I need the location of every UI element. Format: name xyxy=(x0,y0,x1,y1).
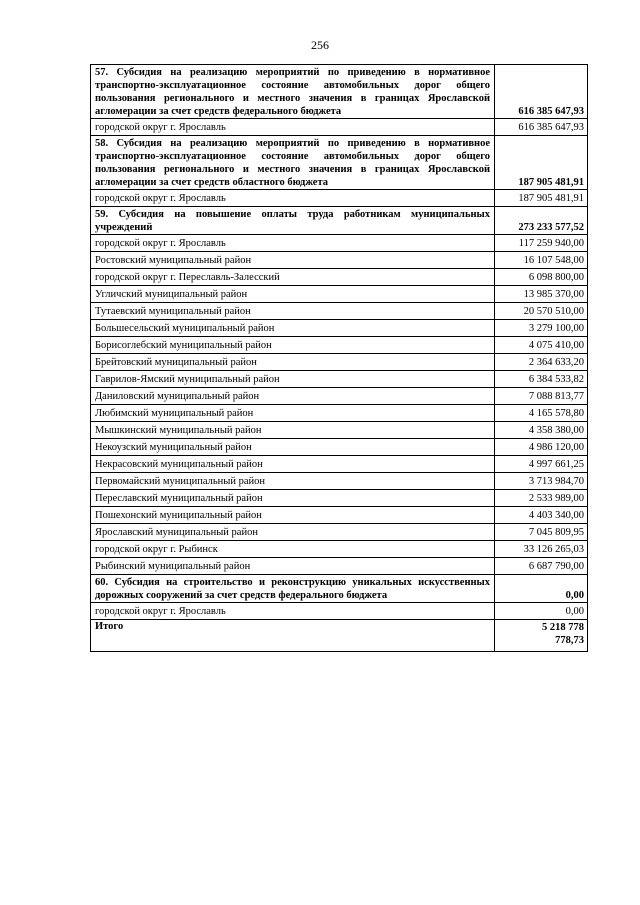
recipient-amount: 187 905 481,91 xyxy=(495,190,588,207)
recipient-amount: 7 045 809,95 xyxy=(495,524,588,541)
total-amount-line2: 778,73 xyxy=(555,635,584,646)
recipient-amount: 6 098 800,00 xyxy=(495,269,588,286)
recipient-amount: 4 986 120,00 xyxy=(495,439,588,456)
recipient-name: городской округ г. Ярославль xyxy=(91,603,495,620)
section-amount: 616 385 647,93 xyxy=(495,65,588,119)
table-row xyxy=(91,269,588,286)
recipient-name: городской округ г. Рыбинск xyxy=(91,541,495,558)
section-title: 60. Субсидия на строительство и реконструкцию уникальных искусственных дорожных сооружений за счет средств федерального бюджета xyxy=(91,575,495,603)
table-row xyxy=(91,473,588,490)
recipient-amount: 117 259 940,00 xyxy=(495,235,588,252)
recipient-amount: 16 107 548,00 xyxy=(495,252,588,269)
page-number: 256 xyxy=(311,38,329,52)
table-row xyxy=(91,422,588,439)
recipient-name: Пошехонский муниципальный район xyxy=(91,507,495,524)
table-row xyxy=(91,603,588,620)
recipient-name: городской округ г. Ярославль xyxy=(91,119,495,136)
recipient-amount: 33 126 265,03 xyxy=(495,541,588,558)
subsidy-table-body xyxy=(91,65,588,652)
section-title: 59. Субсидия на повышение оплаты труда работникам муниципальных учреждений xyxy=(91,207,495,235)
section-amount: 187 905 481,91 xyxy=(495,136,588,190)
recipient-amount: 616 385 647,93 xyxy=(495,119,588,136)
section-header-row xyxy=(91,65,588,119)
recipient-amount: 4 075 410,00 xyxy=(495,337,588,354)
table-row xyxy=(91,190,588,207)
subsidy-table xyxy=(90,64,588,652)
table-row xyxy=(91,235,588,252)
recipient-amount: 13 985 370,00 xyxy=(495,286,588,303)
table-row xyxy=(91,558,588,575)
total-amount xyxy=(495,620,588,652)
recipient-amount: 4 997 661,25 xyxy=(495,456,588,473)
table-row xyxy=(91,320,588,337)
table-row xyxy=(91,354,588,371)
recipient-name: городской округ г. Переславль-Залесский xyxy=(91,269,495,286)
section-title: 58. Субсидия на реализацию мероприятий по приведению в нормативное транспортно-эксплуатационное состояние автомобильных дорог общего пользования регионального и местного значения в границах Ярославской агломерации за счет средств областного бюджета xyxy=(91,136,495,190)
recipient-name: Угличский муниципальный район xyxy=(91,286,495,303)
table-row xyxy=(91,337,588,354)
recipient-name: Гаврилов-Ямский муниципальный район xyxy=(91,371,495,388)
total-label: Итого xyxy=(91,620,495,652)
recipient-amount: 3 279 100,00 xyxy=(495,320,588,337)
recipient-name: Даниловский муниципальный район xyxy=(91,388,495,405)
recipient-name: Ростовский муниципальный район xyxy=(91,252,495,269)
table-row xyxy=(91,490,588,507)
section-amount: 273 233 577,52 xyxy=(495,207,588,235)
table-row xyxy=(91,507,588,524)
recipient-amount: 20 570 510,00 xyxy=(495,303,588,320)
recipient-name: Мышкинский муниципальный район xyxy=(91,422,495,439)
recipient-name: Брейтовский муниципальный район xyxy=(91,354,495,371)
recipient-amount: 2 533 989,00 xyxy=(495,490,588,507)
recipient-name: Большесельский муниципальный район xyxy=(91,320,495,337)
recipient-amount: 7 088 813,77 xyxy=(495,388,588,405)
total-row xyxy=(91,620,588,652)
recipient-name: Переславский муниципальный район xyxy=(91,490,495,507)
section-title: 57. Субсидия на реализацию мероприятий по приведению в нормативное транспортно-эксплуатационное состояние автомобильных дорог общего пользования регионального и местного значения в границах Ярославской агломерации за счет средств федерального бюджета xyxy=(91,65,495,119)
section-header-row xyxy=(91,207,588,235)
recipient-name: Ярославский муниципальный район xyxy=(91,524,495,541)
recipient-name: Некоузский муниципальный район xyxy=(91,439,495,456)
recipient-name: Первомайский муниципальный район xyxy=(91,473,495,490)
recipient-amount: 4 165 578,80 xyxy=(495,405,588,422)
recipient-name: городской округ г. Ярославль xyxy=(91,235,495,252)
table-row xyxy=(91,371,588,388)
recipient-name: Некрасовский муниципальный район xyxy=(91,456,495,473)
recipient-amount: 6 687 790,00 xyxy=(495,558,588,575)
recipient-name: Борисоглебский муниципальный район xyxy=(91,337,495,354)
table-row xyxy=(91,119,588,136)
recipient-amount: 3 713 984,70 xyxy=(495,473,588,490)
table-row xyxy=(91,405,588,422)
recipient-amount: 4 403 340,00 xyxy=(495,507,588,524)
table-row xyxy=(91,541,588,558)
recipient-name: Рыбинский муниципальный район xyxy=(91,558,495,575)
section-header-row xyxy=(91,575,588,603)
table-row xyxy=(91,456,588,473)
section-header-row xyxy=(91,136,588,190)
recipient-name: Любимский муниципальный район xyxy=(91,405,495,422)
table-row xyxy=(91,252,588,269)
recipient-amount: 0,00 xyxy=(495,603,588,620)
table-row xyxy=(91,303,588,320)
section-amount: 0,00 xyxy=(495,575,588,603)
table-row xyxy=(91,286,588,303)
recipient-amount: 6 384 533,82 xyxy=(495,371,588,388)
recipient-name: городской округ г. Ярославль xyxy=(91,190,495,207)
recipient-amount: 2 364 633,20 xyxy=(495,354,588,371)
table-row xyxy=(91,439,588,456)
table-row xyxy=(91,524,588,541)
table-row xyxy=(91,388,588,405)
recipient-name: Тутаевский муниципальный район xyxy=(91,303,495,320)
total-amount-line1: 5 218 778 xyxy=(542,622,584,633)
recipient-amount: 4 358 380,00 xyxy=(495,422,588,439)
